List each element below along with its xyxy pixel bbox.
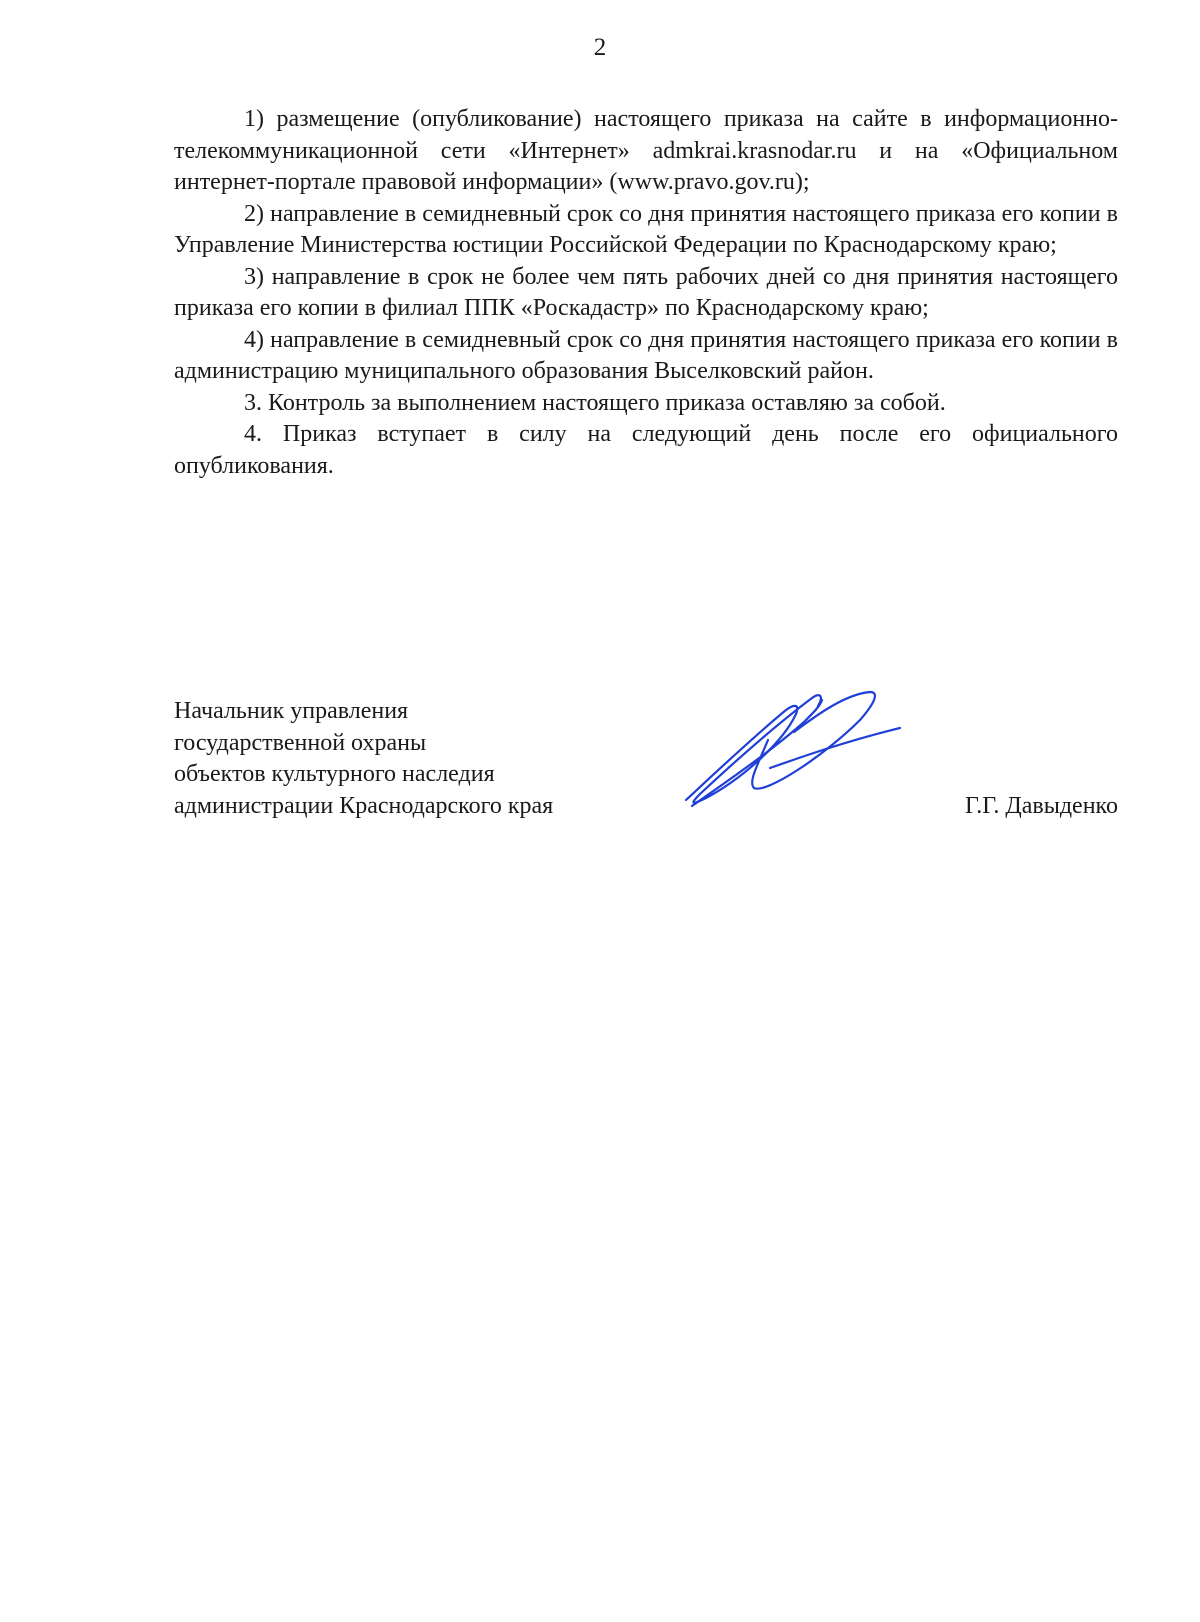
signer-name: Г.Г. Давыденко [965, 792, 1118, 819]
paragraph-publication: 1) размещение (опубликование) настоящего приказа на сайте в информационно-телекоммуникационной сети «Интернет» admkrai.krasnodar.ru и на «Официальном интернет-портале правовой информации» (www.pravo.gov.ru); [174, 106, 1118, 195]
paragraph-control: 3. Контроль за выполнением настоящего приказа оставляю за собой. [244, 389, 946, 416]
signer-title-line: администрации Краснодарского края [174, 792, 554, 819]
paragraph-roskadastr: 3) направление в срок не более чем пять рабочих дней со дня принятия настоящего приказа его копии в филиал ППК «Роскадастр» по Краснодарскому краю; [174, 263, 1118, 321]
handwritten-signature [674, 682, 904, 822]
paragraph-effective-date: 4. Приказ вступает в силу на следующий день после его официального опубликования. [174, 421, 1118, 479]
page-number: 2 [593, 34, 607, 61]
signer-title [174, 696, 654, 822]
document-body [174, 104, 1118, 482]
signer-title-line: государственной охраны [174, 729, 427, 756]
signature-block [174, 696, 1118, 846]
paragraph-ministry-justice: 2) направление в семидневный срок со дня принятия настоящего приказа его копии в Управление Министерства юстиции Российской Федерации по Краснодарскому краю; [174, 200, 1118, 258]
paragraph-municipality: 4) направление в семидневный срок со дня принятия настоящего приказа его копии в администрацию муниципального образования Выселковский район. [174, 326, 1118, 384]
signer-title-line: Начальник управления [174, 698, 409, 724]
signer-title-line: объектов культурного наследия [174, 761, 495, 787]
